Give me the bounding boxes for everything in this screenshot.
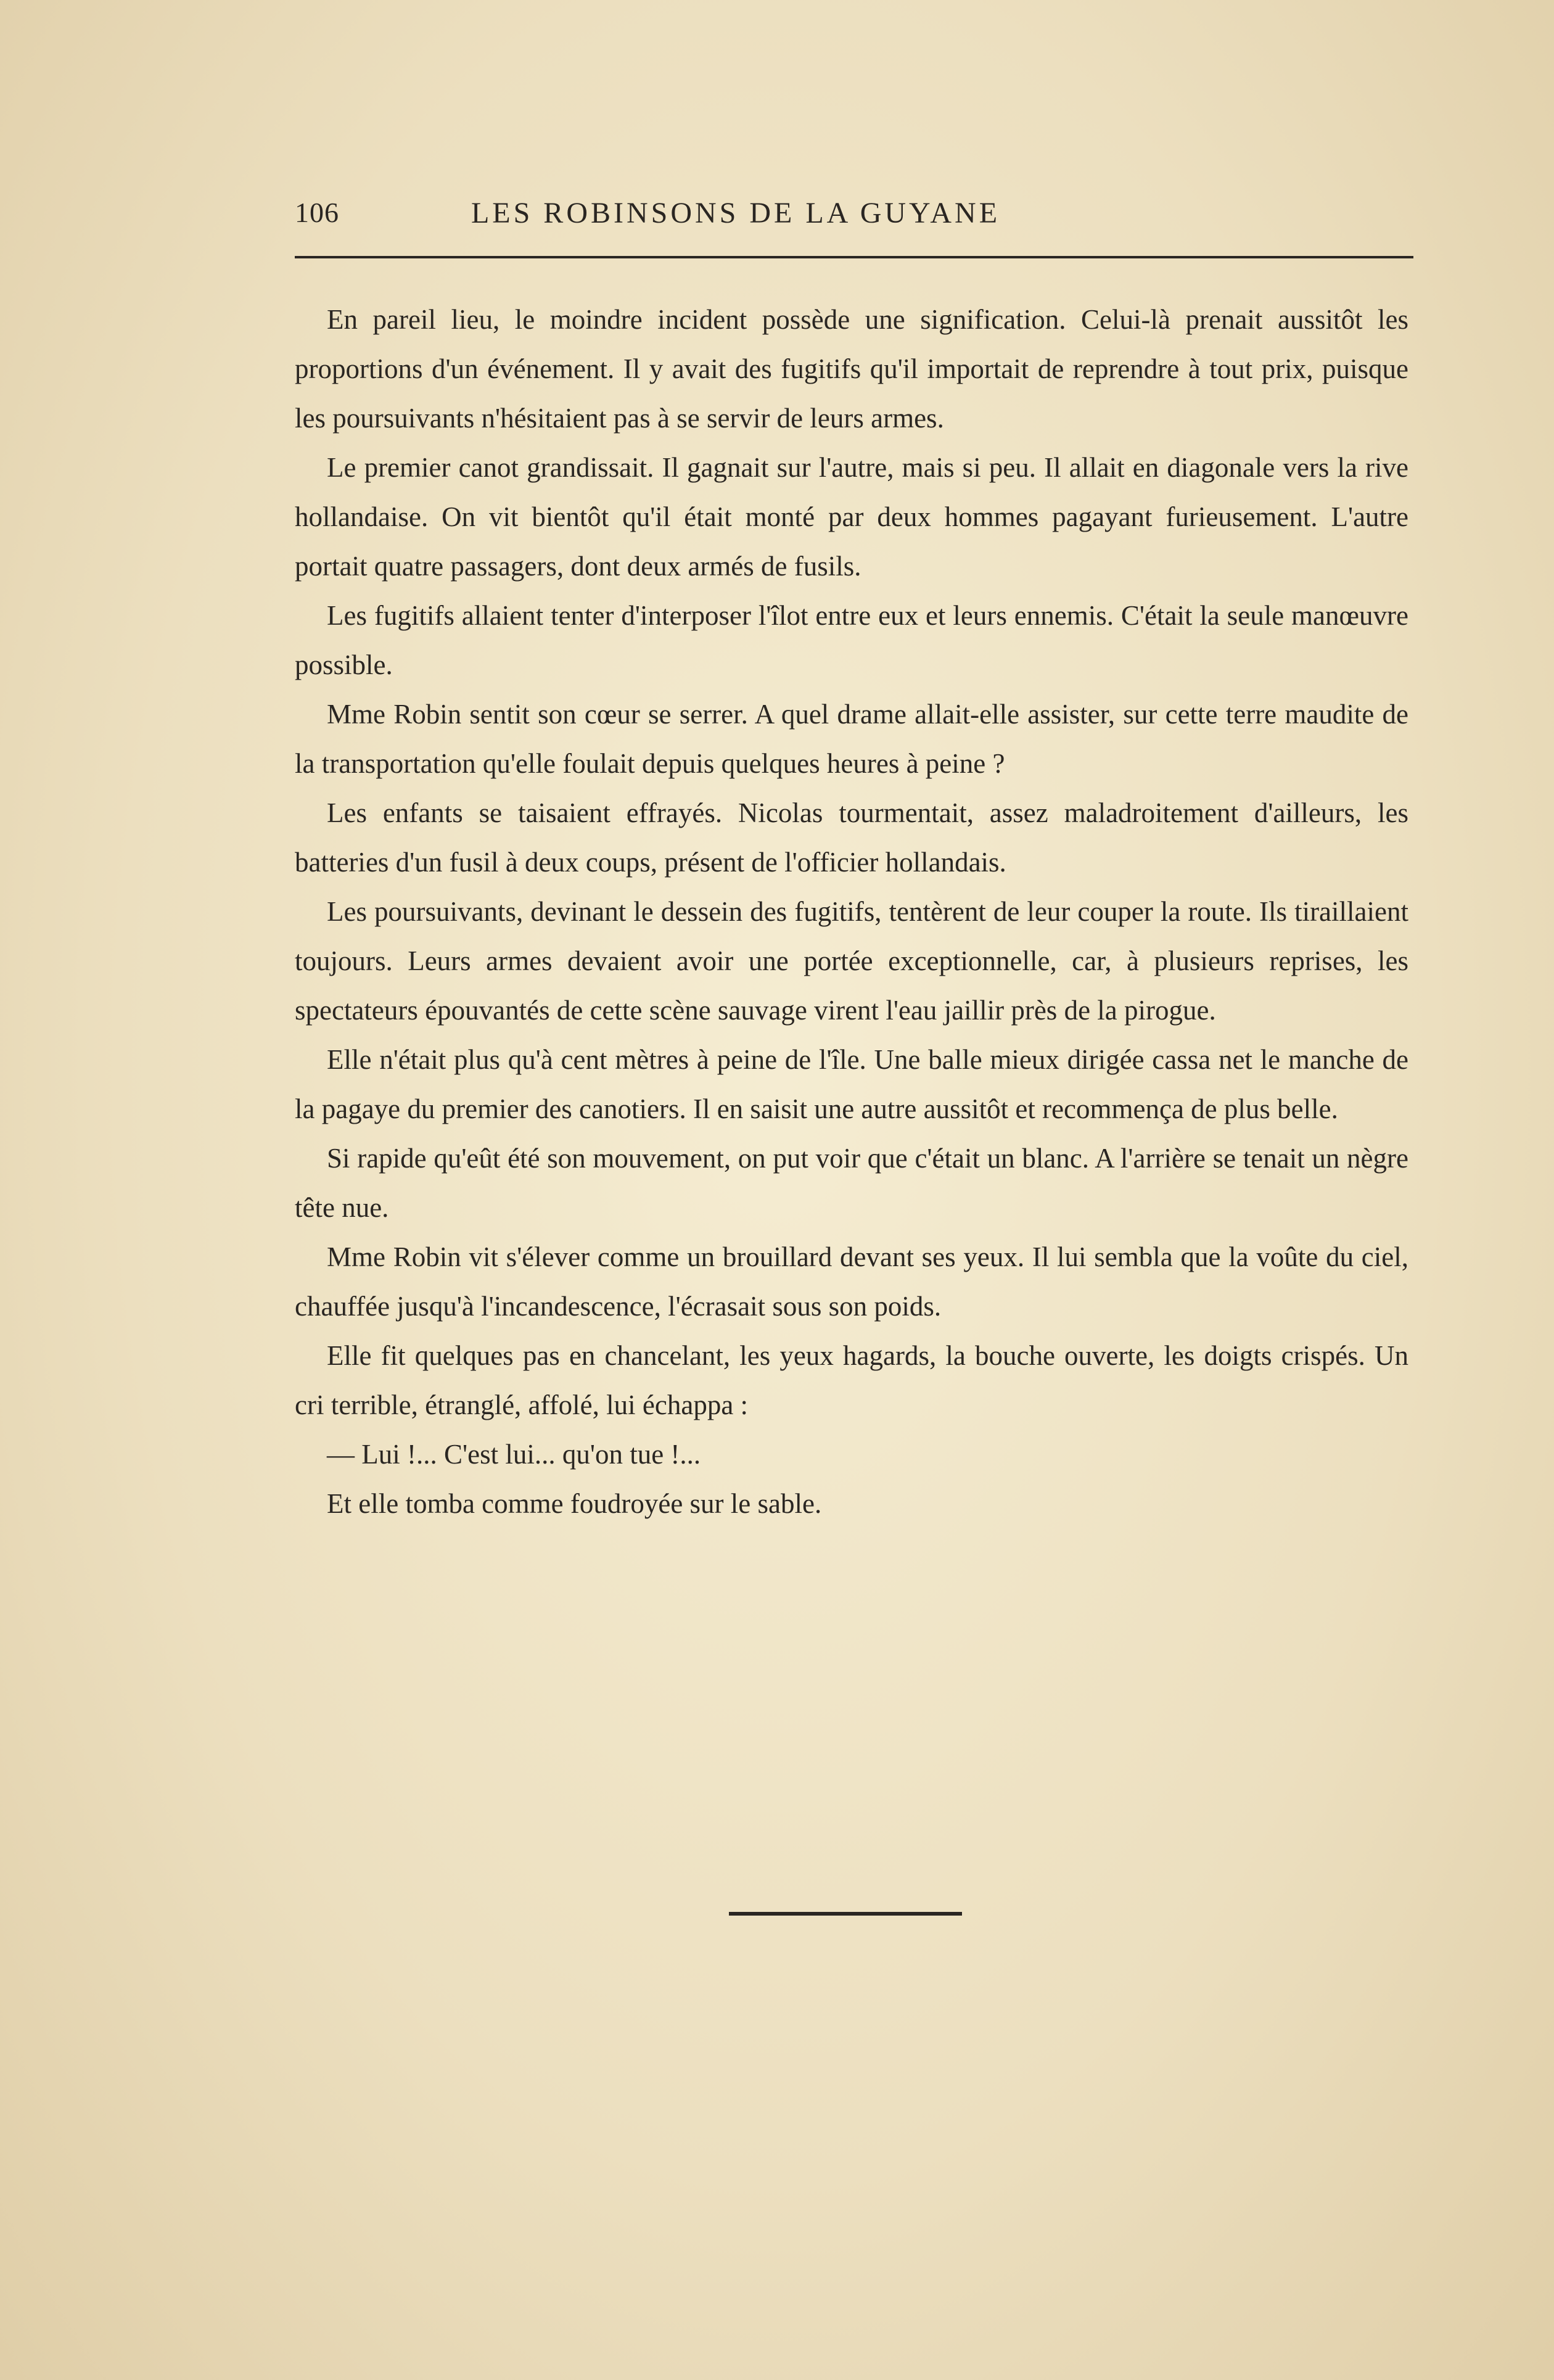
- paragraph: Mme Robin sentit son cœur se serrer. A quel drame allait-elle assister, sur cette terre maudite de la transportation qu'elle foulait depuis quelques heures à peine ?: [295, 699, 1408, 779]
- end-rule: [729, 1912, 962, 1916]
- page-number: 106: [295, 197, 339, 228]
- paragraph: — Lui !... C'est lui... qu'on tue !...: [327, 1439, 701, 1470]
- running-title: LES ROBINSONS DE LA GUYANE: [471, 197, 1001, 229]
- header-rule: [295, 256, 1413, 258]
- paragraph: Les fugitifs allaient tenter d'interposer l'îlot entre eux et leurs ennemis. C'était la seule manœuvre possible.: [295, 600, 1408, 680]
- paragraph: En pareil lieu, le moindre incident possède une signification. Celui-là prenait aussitôt les proportions d'un événement. Il y avait des fugitifs qu'il importait de reprendre à tout prix, puisque les poursuivants n'hésitaient pas à se servir de leurs armes.: [295, 304, 1408, 434]
- paragraph: Et elle tomba comme foudroyée sur le sable.: [327, 1488, 822, 1519]
- body-text: [295, 295, 1408, 1528]
- paragraph: Les poursuivants, devinant le dessein des fugitifs, tentèrent de leur couper la route. Ils tiraillaient toujours. Leurs armes devaient avoir une portée exceptionnelle, car, à plusieurs reprises, les spectateurs épouvantés de cette scène sauvage virent l'eau jaillir près de la pirogue.: [295, 896, 1408, 1026]
- paragraph: Le premier canot grandissait. Il gagnait sur l'autre, mais si peu. Il allait en diagonale vers la rive hollandaise. On vit bientôt qu'il était monté par deux hommes pagayant furieusement. L'autre portait quatre passagers, dont deux armés de fusils.: [295, 452, 1408, 582]
- paragraph: Si rapide qu'eût été son mouvement, on put voir que c'était un blanc. A l'arrière se tenait un nègre tête nue.: [295, 1143, 1408, 1223]
- paragraph: Les enfants se taisaient effrayés. Nicolas tourmentait, assez maladroitement d'ailleurs, les batteries d'un fusil à deux coups, présent de l'officier hollandais.: [295, 797, 1408, 878]
- paragraph: Elle n'était plus qu'à cent mètres à peine de l'île. Une balle mieux dirigée cassa net le manche de la pagaye du premier des canotiers. Il en saisit une autre aussitôt et recommença de plus belle.: [295, 1044, 1408, 1124]
- paragraph: Mme Robin vit s'élever comme un brouillard devant ses yeux. Il lui sembla que la voûte du ciel, chauffée jusqu'à l'incandescence, l'écrasait sous son poids.: [295, 1241, 1408, 1322]
- paragraph: Elle fit quelques pas en chancelant, les yeux hagards, la bouche ouverte, les doigts crispés. Un cri terrible, étranglé, affolé, lui échappa :: [295, 1340, 1408, 1420]
- page-header: [295, 196, 1152, 233]
